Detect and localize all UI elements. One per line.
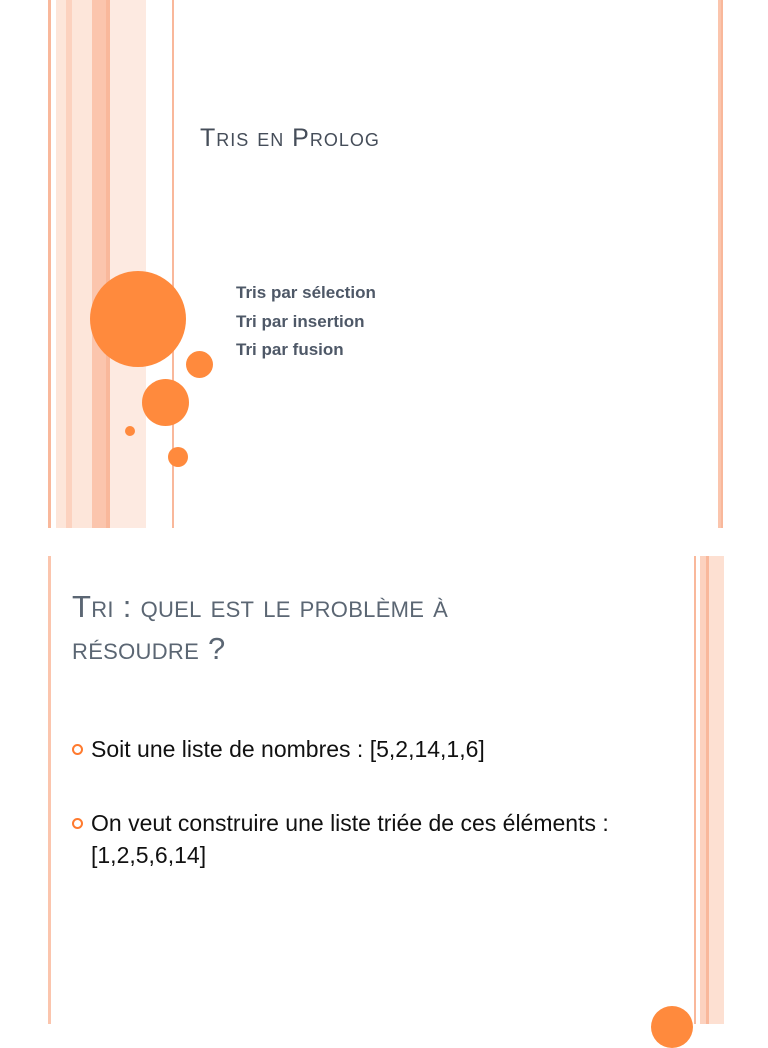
decor-stripe (48, 0, 51, 528)
decor-circle-large (90, 271, 186, 367)
decor-circle (651, 1006, 693, 1048)
title-line: Tri : quel est le problème à (72, 589, 449, 624)
bullet-item (72, 807, 632, 871)
decor-stripe (709, 556, 724, 1024)
content-slide (0, 556, 768, 1024)
bullet-text: On veut construire une liste triée de ces éléments : [1,2,5,6,14] (91, 810, 609, 868)
slide-gap (0, 528, 768, 556)
decor-stripe (694, 556, 696, 1024)
decor-stripe (721, 0, 723, 528)
list-item: Tri par fusion (236, 340, 344, 359)
decor-circle-tiny (125, 426, 135, 436)
list-item: Tri par insertion (236, 311, 365, 331)
bullet-icon (72, 744, 83, 755)
decor-stripe (56, 0, 66, 528)
slide-title: Tris en Prolog (200, 124, 380, 152)
subtitle-list (236, 282, 376, 368)
decor-circle-small (186, 351, 213, 378)
decor-stripe (72, 0, 92, 528)
bullet-text: Soit une liste de nombres : [5,2,14,1,6] (91, 736, 485, 762)
bullet-icon (72, 818, 83, 829)
list-item: Tris par sélection (236, 283, 376, 302)
decor-stripe (48, 556, 51, 1024)
decor-stripe (92, 0, 106, 528)
bullet-item (72, 733, 632, 765)
decor-stripe (110, 0, 146, 528)
decor-circle-small (168, 447, 188, 467)
slide-title (72, 586, 632, 670)
title-line: résoudre ? (72, 631, 226, 666)
decor-circle-medium (142, 379, 189, 426)
